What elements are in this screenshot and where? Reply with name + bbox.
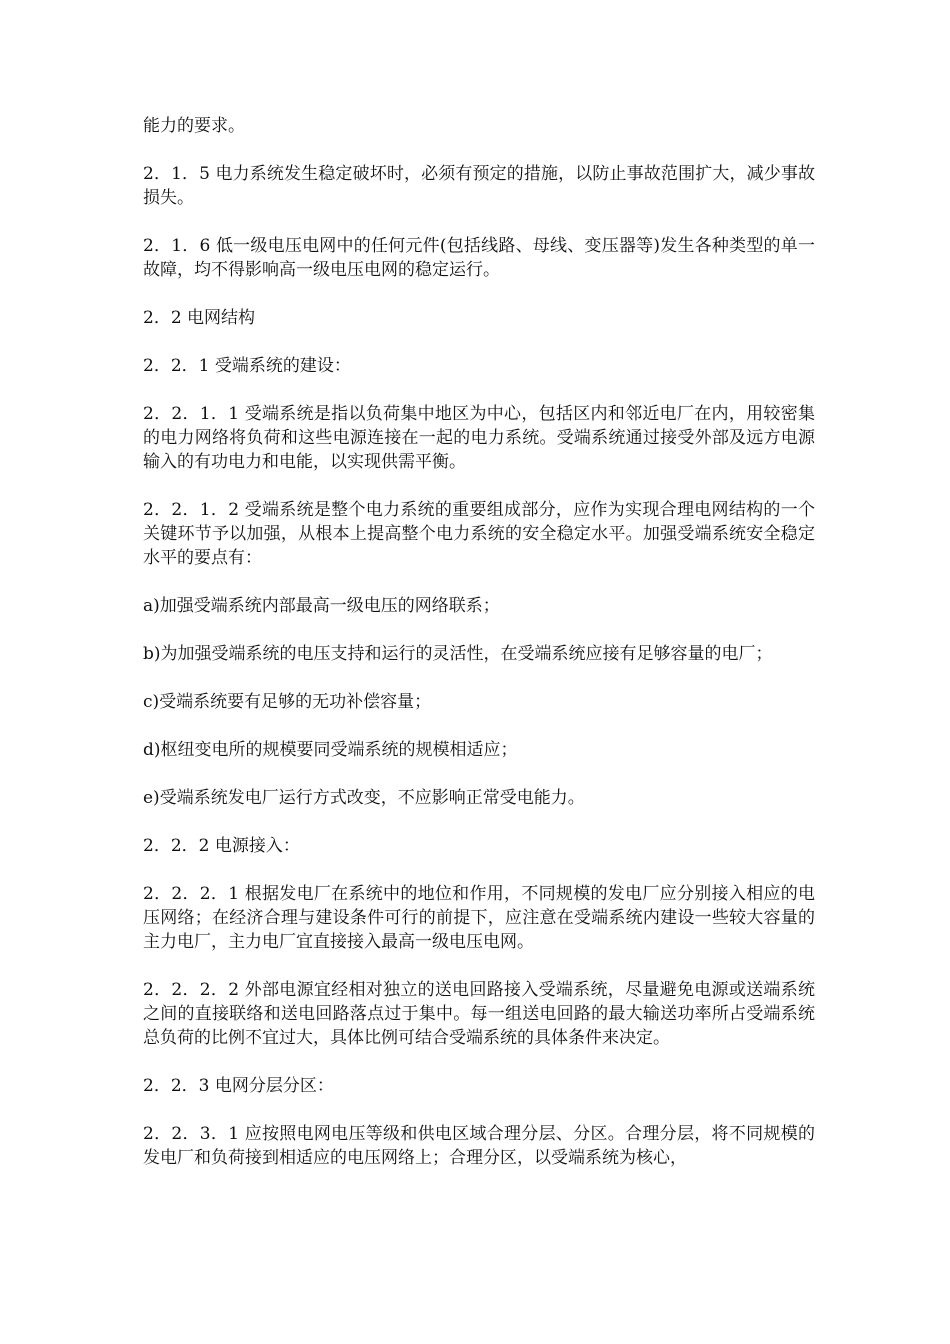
paragraph: 2．2．3．1 应按照电网电压等级和供电区域合理分层、分区。合理分层，将不同规模的发电厂和负荷接到相适应的电压网络上；合理分区，以受端系统为核心， bbox=[143, 1124, 815, 1168]
paragraph: 2．2．1．1 受端系统是指以负荷集中地区为中心，包括区内和邻近电厂在内，用较密集的电力网络将负荷和这些电源连接在一起的电力系统。受端系统通过接受外部及远方电源输入的有功电力和电能，以实现供需平衡。 bbox=[143, 404, 815, 472]
list-item: e)受端系统发电厂运行方式改变，不应影响正常受电能力。 bbox=[143, 788, 585, 808]
list-item: d)枢纽变电所的规模要同受端系统的规模相适应； bbox=[143, 740, 518, 760]
paragraph: 2．2．2．2 外部电源宜经相对独立的送电回路接入受端系统，尽量避免电源或送端系统之间的直接联络和送电回路落点过于集中。每一组送电回路的最大输送功率所占受端系统总负荷的比例不宜过大，具体比例可结合受端系统的具体条件来决定。 bbox=[143, 980, 815, 1048]
subsection-heading: 2．2．1 受端系统的建设： bbox=[143, 356, 351, 376]
paragraph: 2．1．6 低一级电压电网中的任何元件(包括线路、母线、变压器等)发生各种类型的单一故障，均不得影响高一级电压电网的稳定运行。 bbox=[143, 236, 815, 280]
list-item: c)受端系统要有足够的无功补偿容量； bbox=[143, 692, 432, 712]
section-heading: 2．2 电网结构 bbox=[143, 308, 256, 328]
list-item: a)加强受端系统内部最高一级电压的网络联系； bbox=[143, 596, 500, 616]
subsection-heading: 2．2．2 电源接入： bbox=[143, 836, 300, 856]
subsection-heading: 2．2．3 电网分层分区： bbox=[143, 1076, 334, 1096]
paragraph: 能力的要求。 bbox=[143, 116, 245, 136]
list-item: b)为加强受端系统的电压支持和运行的灵活性，在受端系统应接有足够容量的电厂； bbox=[143, 644, 773, 664]
paragraph: 2．1．5 电力系统发生稳定破坏时，必须有预定的措施，以防止事故范围扩大，减少事故损失。 bbox=[143, 164, 815, 208]
paragraph: 2．2．2．1 根据发电厂在系统中的地位和作用，不同规模的发电厂应分别接入相应的电压网络；在经济合理与建设条件可行的前提下，应注意在受端系统内建设一些较大容量的主力电厂，主力电厂宜直接接入最高一级电压电网。 bbox=[143, 884, 815, 952]
paragraph: 2．2．1．2 受端系统是整个电力系统的重要组成部分，应作为实现合理电网结构的一个关键环节予以加强，从根本上提高整个电力系统的安全稳定水平。加强受端系统安全稳定水平的要点有： bbox=[143, 500, 815, 568]
document-body bbox=[143, 114, 815, 1194]
